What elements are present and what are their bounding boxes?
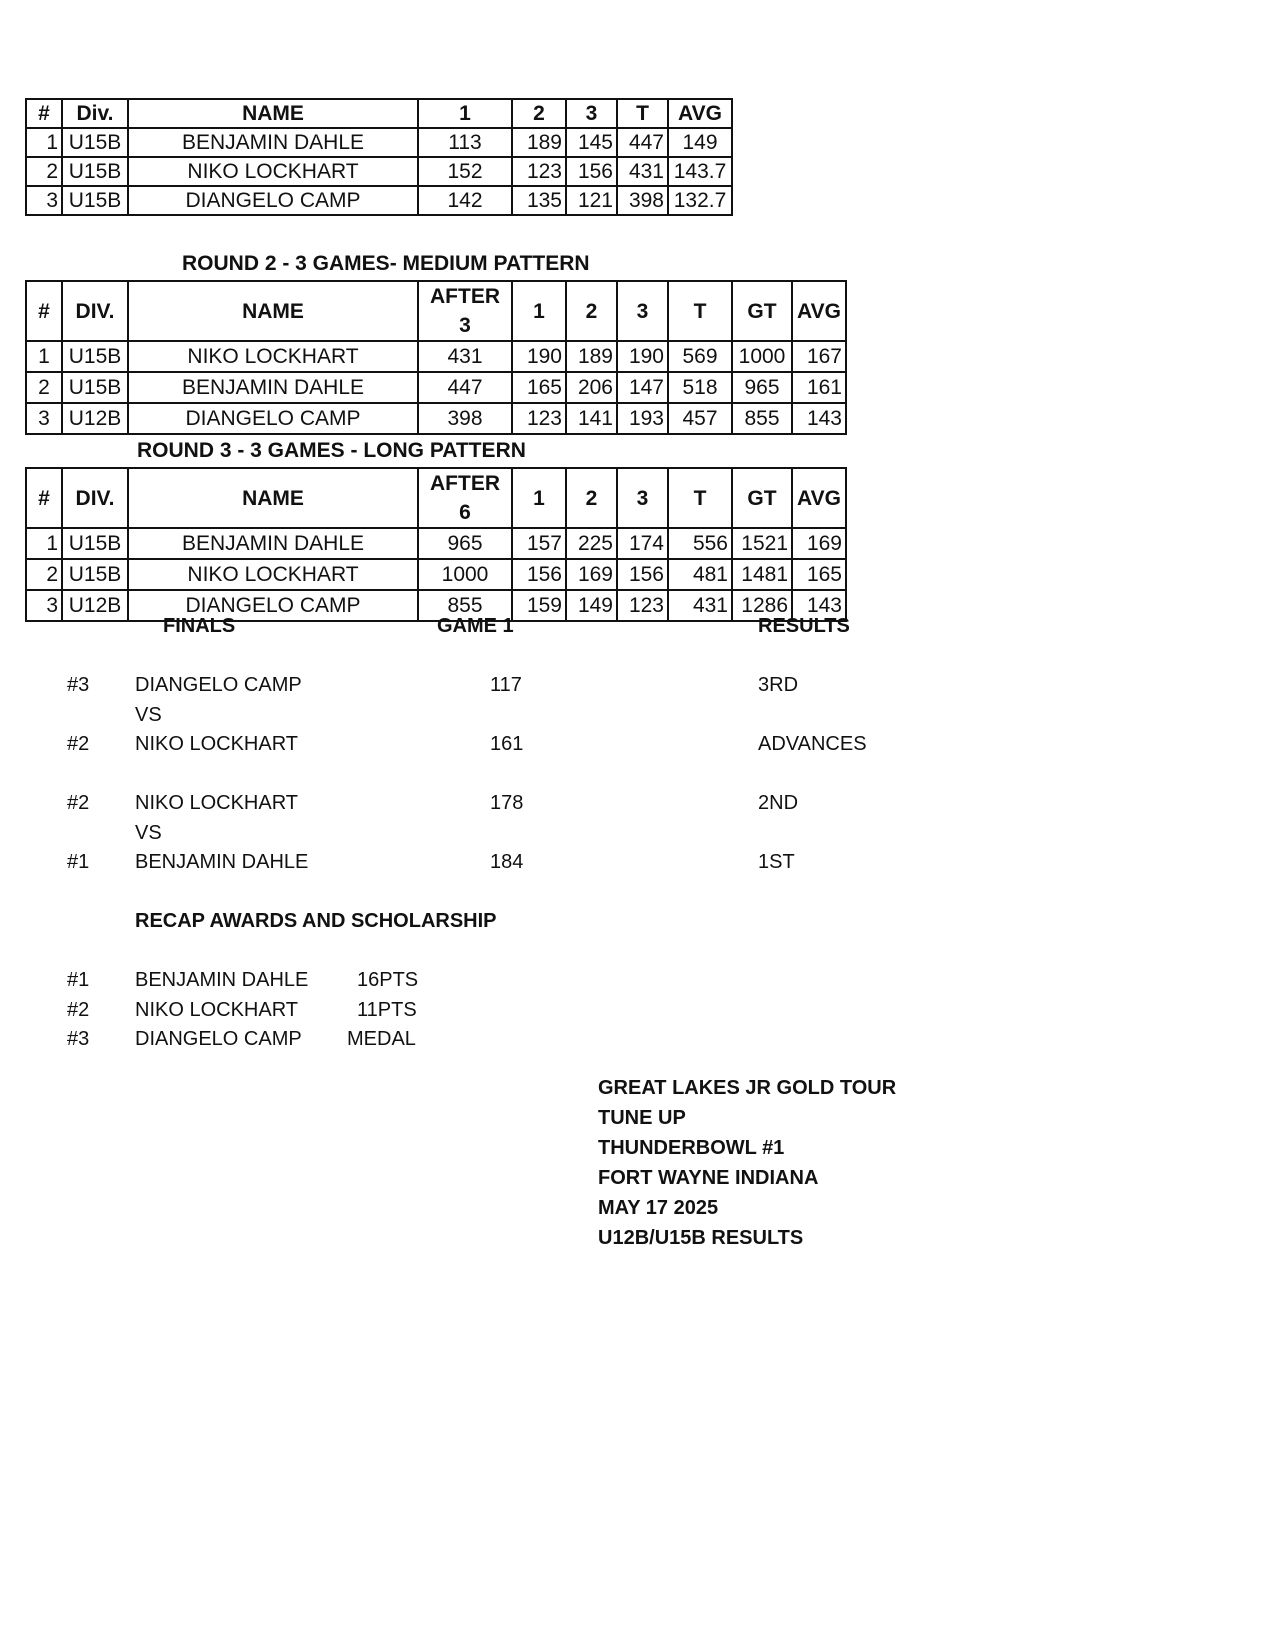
cell-div: U15B — [62, 528, 128, 559]
col-header: AVG — [792, 281, 846, 341]
cell-game1: 159 — [512, 590, 566, 621]
result: ADVANCES — [758, 733, 867, 755]
cell-game1: 113 — [418, 128, 512, 157]
round2-title: ROUND 2 - 3 GAMES- MEDIUM PATTERN — [182, 252, 590, 275]
cell-div: U15B — [62, 372, 128, 403]
cell-rank: 3 — [26, 403, 62, 434]
recap-rank: #3 — [67, 1028, 90, 1050]
cell-grand-total: 1521 — [732, 528, 792, 559]
cell-rank: 3 — [26, 590, 62, 621]
col-header: AVG — [668, 99, 732, 128]
col-header: 1 — [418, 99, 512, 128]
round3-header-row — [26, 468, 846, 528]
seed: #3 — [67, 674, 90, 696]
tour-name: GREAT LAKES JR GOLD TOUR — [598, 1077, 897, 1099]
cell-avg: 167 — [792, 341, 846, 372]
game-score: 161 — [490, 733, 524, 755]
cell-game2: 123 — [512, 157, 566, 186]
cell-name: BENJAMIN DAHLE — [128, 528, 418, 559]
cell-after: 855 — [418, 590, 512, 621]
cell-game2: 189 — [512, 128, 566, 157]
cell-game3: 193 — [617, 403, 668, 434]
cell-rank: 1 — [26, 128, 62, 157]
seed: #2 — [67, 733, 90, 755]
cell-game2: 141 — [566, 403, 617, 434]
cell-rank: 2 — [26, 157, 62, 186]
col-header: 2 — [566, 468, 617, 528]
vs-label: VS — [135, 704, 162, 726]
game-score: 184 — [490, 851, 524, 873]
cell-game2: 135 — [512, 186, 566, 215]
cell-name: DIANGELO CAMP — [128, 590, 418, 621]
col-header: 3 — [617, 281, 668, 341]
cell-game1: 156 — [512, 559, 566, 590]
game-score: 178 — [490, 792, 524, 814]
recap-award: MEDAL — [347, 1028, 416, 1050]
table-row — [26, 559, 846, 590]
col-header: # — [26, 281, 62, 341]
bowler-name: DIANGELO CAMP — [135, 674, 302, 696]
cell-grand-total: 855 — [732, 403, 792, 434]
col-header: 3 — [617, 468, 668, 528]
cell-total: 398 — [617, 186, 668, 215]
cell-total: 457 — [668, 403, 732, 434]
cell-after: 398 — [418, 403, 512, 434]
cell-avg: 143 — [792, 403, 846, 434]
cell-game3: 123 — [617, 590, 668, 621]
cell-avg: 161 — [792, 372, 846, 403]
cell-game1: 123 — [512, 403, 566, 434]
event-date: MAY 17 2025 — [598, 1197, 719, 1219]
cell-div: U15B — [62, 157, 128, 186]
col-header: GT — [732, 281, 792, 341]
cell-game2: 149 — [566, 590, 617, 621]
col-header: NAME — [128, 99, 418, 128]
cell-name: DIANGELO CAMP — [128, 403, 418, 434]
table-row — [26, 590, 846, 621]
table-row — [26, 403, 846, 434]
recap-award: 16PTS — [357, 969, 419, 991]
cell-rank: 2 — [26, 559, 62, 590]
cell-div: U15B — [62, 186, 128, 215]
bowler-name: NIKO LOCKHART — [135, 792, 298, 814]
cell-game3: 174 — [617, 528, 668, 559]
cell-div: U15B — [62, 559, 128, 590]
col-header: 1 — [512, 281, 566, 341]
cell-rank: 2 — [26, 372, 62, 403]
cell-game3: 121 — [566, 186, 617, 215]
bowler-name: BENJAMIN DAHLE — [135, 851, 309, 873]
cell-name: NIKO LOCKHART — [128, 341, 418, 372]
finals-title: FINALS — [163, 615, 236, 637]
cell-after: 965 — [418, 528, 512, 559]
cell-game1: 157 — [512, 528, 566, 559]
col-header: 2 — [566, 281, 617, 341]
cell-total: 447 — [617, 128, 668, 157]
cell-after: 447 — [418, 372, 512, 403]
seed: #2 — [67, 792, 90, 814]
col-header: 1 — [512, 468, 566, 528]
table-row — [26, 341, 846, 372]
cell-grand-total: 1000 — [732, 341, 792, 372]
cell-game3: 147 — [617, 372, 668, 403]
divisions-label: U12B/U15B RESULTS — [598, 1227, 804, 1249]
cell-game1: 190 — [512, 341, 566, 372]
results-header: RESULTS — [758, 615, 850, 637]
cell-name: BENJAMIN DAHLE — [128, 128, 418, 157]
event-name: TUNE UP — [598, 1107, 686, 1129]
cell-avg: 143.7 — [668, 157, 732, 186]
cell-div: U12B — [62, 403, 128, 434]
cell-avg: 132.7 — [668, 186, 732, 215]
cell-grand-total: 1286 — [732, 590, 792, 621]
cell-name: NIKO LOCKHART — [128, 157, 418, 186]
cell-div: U15B — [62, 341, 128, 372]
col-header: T — [668, 468, 732, 528]
cell-game2: 189 — [566, 341, 617, 372]
cell-after: 431 — [418, 341, 512, 372]
tour-info — [598, 1073, 896, 1253]
result: 2ND — [758, 792, 799, 814]
cell-game1: 152 — [418, 157, 512, 186]
cell-game1: 165 — [512, 372, 566, 403]
col-header: Div. — [62, 99, 128, 128]
location: FORT WAYNE INDIANA — [598, 1167, 819, 1189]
cell-game3: 156 — [617, 559, 668, 590]
table-row — [26, 157, 732, 186]
col-header: DIV. — [62, 281, 128, 341]
round1-table — [25, 98, 733, 216]
game-header: GAME 1 — [437, 615, 514, 637]
recap-title: RECAP AWARDS AND SCHOLARSHIP — [135, 910, 497, 932]
cell-total: 518 — [668, 372, 732, 403]
col-header: GT — [732, 468, 792, 528]
result: 1ST — [758, 851, 795, 873]
cell-total: 431 — [668, 590, 732, 621]
col-header: AFTER 6 — [418, 468, 512, 528]
col-header: # — [26, 99, 62, 128]
round2-table — [25, 280, 847, 435]
col-header: AVG — [792, 468, 846, 528]
recap-name: DIANGELO CAMP — [135, 1028, 302, 1050]
col-header: DIV. — [62, 468, 128, 528]
cell-grand-total: 965 — [732, 372, 792, 403]
cell-avg: 169 — [792, 528, 846, 559]
game-score: 117 — [490, 674, 522, 696]
table-row — [26, 528, 846, 559]
vs-label: VS — [135, 822, 162, 844]
cell-rank: 1 — [26, 341, 62, 372]
table-row — [26, 128, 732, 157]
cell-div: U15B — [62, 128, 128, 157]
col-header: T — [617, 99, 668, 128]
round1-header-row — [26, 99, 732, 128]
cell-game3: 156 — [566, 157, 617, 186]
cell-name: BENJAMIN DAHLE — [128, 372, 418, 403]
cell-total: 481 — [668, 559, 732, 590]
cell-name: DIANGELO CAMP — [128, 186, 418, 215]
recap-name: NIKO LOCKHART — [135, 999, 298, 1021]
cell-game2: 206 — [566, 372, 617, 403]
bowler-name: NIKO LOCKHART — [135, 733, 298, 755]
recap-rank: #2 — [67, 999, 90, 1021]
cell-game2: 169 — [566, 559, 617, 590]
recap-award: 11PTS — [357, 999, 417, 1021]
table-row — [26, 186, 732, 215]
round2-header-row — [26, 281, 846, 341]
round3-table — [25, 467, 847, 622]
cell-grand-total: 1481 — [732, 559, 792, 590]
round3-title: ROUND 3 - 3 GAMES - LONG PATTERN — [137, 439, 526, 462]
cell-avg: 165 — [792, 559, 846, 590]
cell-game3: 190 — [617, 341, 668, 372]
cell-total: 431 — [617, 157, 668, 186]
cell-rank: 1 — [26, 528, 62, 559]
col-header: # — [26, 468, 62, 528]
cell-total: 556 — [668, 528, 732, 559]
cell-avg: 149 — [668, 128, 732, 157]
cell-after: 1000 — [418, 559, 512, 590]
cell-game3: 145 — [566, 128, 617, 157]
col-header: NAME — [128, 468, 418, 528]
cell-game1: 142 — [418, 186, 512, 215]
venue: THUNDERBOWL #1 — [598, 1137, 785, 1159]
col-header: NAME — [128, 281, 418, 341]
cell-avg: 143 — [792, 590, 846, 621]
col-header: 3 — [566, 99, 617, 128]
seed: #1 — [67, 851, 90, 873]
cell-rank: 3 — [26, 186, 62, 215]
col-header: AFTER 3 — [418, 281, 512, 341]
result: 3RD — [758, 674, 799, 696]
col-header: 2 — [512, 99, 566, 128]
cell-game2: 225 — [566, 528, 617, 559]
recap-name: BENJAMIN DAHLE — [135, 969, 309, 991]
col-header: T — [668, 281, 732, 341]
cell-div: U12B — [62, 590, 128, 621]
cell-name: NIKO LOCKHART — [128, 559, 418, 590]
recap-rank: #1 — [67, 969, 90, 991]
cell-total: 569 — [668, 341, 732, 372]
table-row — [26, 372, 846, 403]
